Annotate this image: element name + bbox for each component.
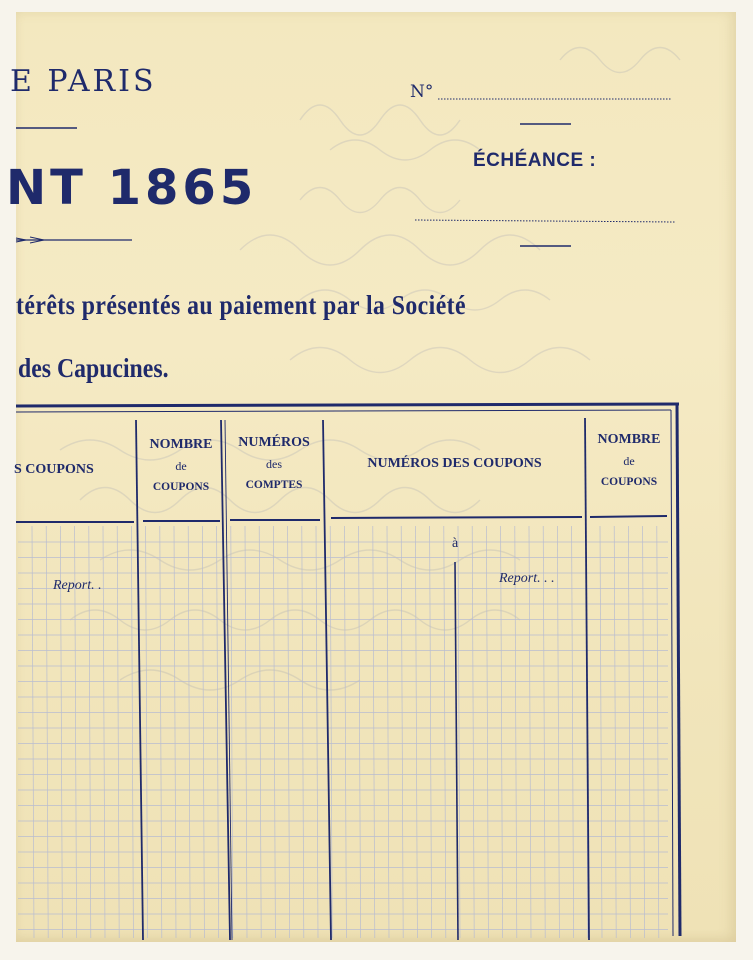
grid-col-line <box>359 526 361 938</box>
grid-col-line <box>344 526 346 938</box>
echeance-dotted-line <box>415 220 675 222</box>
column-header-coupons: S COUPONS <box>14 462 94 477</box>
grid-col-line <box>557 526 559 938</box>
grid-col-line <box>515 526 517 938</box>
grid-col-line <box>501 526 503 938</box>
intro-line-2: des Capucines. <box>18 353 169 383</box>
table-grid <box>18 526 668 938</box>
grid-col-line <box>32 526 34 938</box>
grid-col-line <box>430 526 432 938</box>
grid-col-line <box>316 526 318 938</box>
grid-col-line <box>373 526 375 938</box>
grid-col-line <box>486 526 488 938</box>
grid-col-line <box>273 526 275 938</box>
grid-col-line <box>472 526 474 938</box>
column-header-nombre-2: NOMBRE de COUPONS <box>597 432 661 488</box>
grid-col-line <box>245 526 247 938</box>
grid-col-line <box>600 526 602 938</box>
column-header-nombre-1: NOMBRE de COUPONS <box>149 437 213 493</box>
header-underlines <box>16 516 667 522</box>
grid-col-line <box>117 526 119 938</box>
grid-col-line <box>288 526 290 938</box>
grid-col-line <box>415 526 417 938</box>
grid-col-line <box>160 526 162 938</box>
report-left: Report. . <box>53 578 102 593</box>
header-title: NT 1865 <box>6 160 258 216</box>
range-separator-a: à <box>452 536 459 551</box>
column-header-numeros-comptes: NUMÉROS des COMPTES <box>238 435 310 491</box>
grid-col-line <box>202 526 204 938</box>
header-city: E PARIS <box>10 64 157 99</box>
grid-col-line <box>302 526 304 938</box>
grid-col-line <box>131 526 133 938</box>
grid-col-line <box>103 526 105 938</box>
report-right: Report. . . <box>499 571 555 586</box>
number-label: N° <box>410 82 434 102</box>
echeance-label: ÉCHÉANCE : <box>473 150 597 171</box>
grid-col-line <box>572 526 574 938</box>
grid-col-line <box>46 526 48 938</box>
table-frame <box>16 404 680 936</box>
grid-col-line <box>401 526 403 938</box>
grid-col-line <box>614 526 616 938</box>
grid-col-line <box>529 526 531 938</box>
intro-line-1: térêts présentés au paiement par la Société <box>16 290 467 320</box>
grid-col-line <box>657 526 659 938</box>
grid-col-line <box>643 526 645 938</box>
grid-col-line <box>259 526 261 938</box>
grid-col-line <box>146 526 148 938</box>
grid-col-line <box>217 526 219 938</box>
grid-col-line <box>387 526 389 938</box>
grid-col-line <box>174 526 176 938</box>
grid-col-line <box>628 526 630 938</box>
column-header-numeros-coupons: NUMÉROS DES COUPONS <box>367 456 542 471</box>
grid-col-line <box>458 526 460 938</box>
grid-col-line <box>543 526 545 938</box>
grid-col-line <box>444 526 446 938</box>
grid-col-line <box>188 526 190 938</box>
